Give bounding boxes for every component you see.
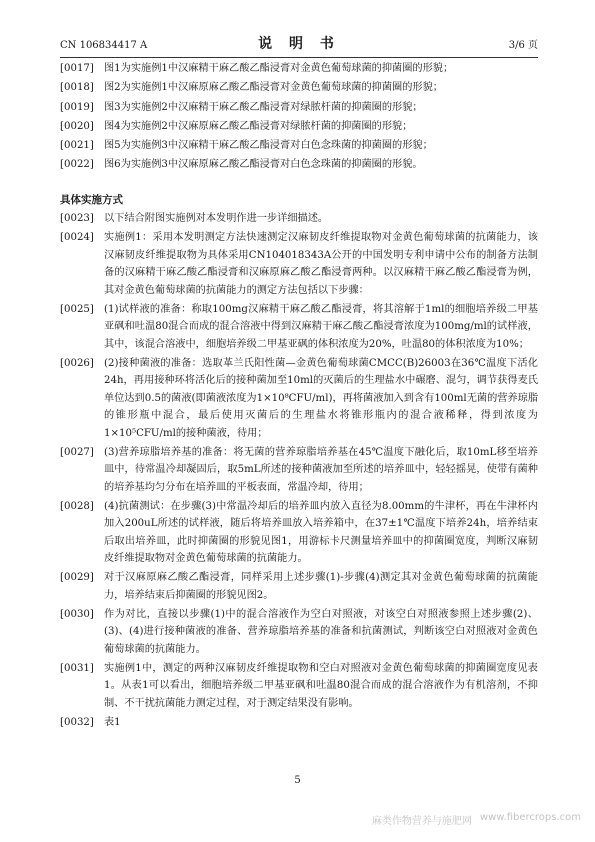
body-paragraph xyxy=(60,229,538,299)
paragraph-text: 图3为实施例2中汉麻精干麻乙酸乙酯浸膏对绿脓杆菌的抑菌圈的形貌； xyxy=(104,101,423,113)
paragraph-number: [0022] xyxy=(60,159,94,171)
paragraph-number: [0028] xyxy=(60,500,94,512)
body-paragraph xyxy=(60,660,538,713)
paragraph-text: 作为对比，直接以步骤(1)中的混合溶液作为空白对照液，对该空白对照液参照上述步骤(2)、(3)、(4)进行接种菌液的准备、营养琼脂培养基的准备和抗菌测试，判断该空白对照液对金黄色葡萄球菌的抗菌能力。 xyxy=(104,608,538,655)
paragraph-text: 图2为实施例1中汉麻原麻乙酸乙酯浸膏对金黄色葡萄球菌的抑菌圈的形貌； xyxy=(104,82,443,94)
paragraph-number: [0031] xyxy=(60,662,94,674)
document-title: 说 明 书 xyxy=(258,36,340,52)
paragraph-number: [0017] xyxy=(60,63,94,74)
body-paragraph xyxy=(60,569,538,604)
header-divider xyxy=(60,57,538,58)
section-heading: 具体实施方式 xyxy=(60,193,123,206)
paragraph-text: 表1 xyxy=(104,716,121,728)
paragraph-number: [0020] xyxy=(60,120,94,132)
document-body xyxy=(60,60,538,733)
paragraph-number: [0032] xyxy=(60,716,94,728)
paragraph-number: [0029] xyxy=(60,572,94,584)
body-paragraph xyxy=(60,444,538,497)
paragraph-text: 图5为实施例3中汉麻精干麻乙酸乙酯浸膏对白色念珠菌的抑菌圈的形貌； xyxy=(104,140,433,152)
page-number: 5 xyxy=(294,775,301,786)
paragraph-number: [0023] xyxy=(60,213,94,225)
figure-description xyxy=(60,118,538,136)
paragraph-number: [0025] xyxy=(60,303,94,315)
figure-description xyxy=(60,79,538,97)
body-paragraph xyxy=(60,606,538,659)
paragraph-text: 对于汉麻原麻乙酸乙酯浸膏，同样采用上述步骤(1)-步骤(4)测定其对金黄色葡萄球菌的抗菌能力，培养结束后抑菌圈的形貌见图2。 xyxy=(104,572,538,601)
watermark-site-name: 麻类作物营养与施肥网 xyxy=(371,816,472,827)
page-indicator: 3/6 页 xyxy=(508,40,538,51)
paragraph-number: [0018] xyxy=(60,82,94,94)
paragraph-text: 实施例1：采用本发明测定方法快速测定汉麻韧皮纤维提取物对金黄色葡萄球菌的抗菌能力，该汉麻韧皮纤维提取物为具体采用CN104018343A公开的中国发明专利申请中公布的制备方法制备的汉麻精干麻乙酸乙酯浸膏和汉麻原麻乙酸乙酯浸膏两种。以汉麻精干麻乙酸乙酯浸膏为例，其对金黄色葡萄球菌的抗菌能力的测定方法包括以下步骤： xyxy=(104,232,538,296)
figure-description xyxy=(60,137,538,155)
body-paragraph xyxy=(60,210,538,228)
paragraph-number: [0026] xyxy=(60,357,94,369)
paragraph-text: (2)接种菌液的准备：选取革兰氏阳性菌—金黄色葡萄球菌CMCC(B)26003在36℃温度下活化24h，再用接种环将活化后的接种菌加至10ml的灭菌后的生理盐水中碾磨、混匀，调节获得麦氏单位达到0.5的菌液(即菌液浓度为1×10⁸CFU/ml)，再将菌液加入到含有100ml无菌的营养琼脂的锥形瓶中混合，最后使用灭菌后的生理盐水将锥形瓶内的混合液稀释，得到浓度为1×10⁵CFU/ml的接种菌液，待用； xyxy=(104,357,539,439)
paragraph-text: 图1为实施例1中汉麻精干麻乙酸乙酯浸膏对金黄色葡萄球菌的抑菌圈的形貌； xyxy=(104,63,454,74)
table-caption xyxy=(60,714,538,732)
figure-description xyxy=(60,99,538,117)
paragraph-text: (4)抗菌测试：在步骤(3)中常温冷却后的培养皿内放入直径为8.00mm的牛津杯，再在牛津杯内加入200uL所述的试样液，随后将培养皿放入培养箱中，在37±1℃温度下培养24h，培养结束后取出培养皿，此时抑菌圈的形貌见图1，用游标卡尺测量培养皿中的抑菌圈宽度，判断汉麻韧皮纤维提取物对金黄色葡萄球菌的抗菌能力。 xyxy=(104,500,538,565)
paragraph-text: 图4为实施例2中汉麻原麻乙酸乙酯浸膏对绿脓杆菌的抑菌圈的形貌； xyxy=(104,120,413,132)
figure-description xyxy=(60,156,538,174)
paragraph-number: [0019] xyxy=(60,101,94,113)
paragraph-text: 实施例1中，测定的两种汉麻韧皮纤维提取物和空白对照液对金黄色葡萄球菌的抑菌圈宽度见表1。从表1可以看出，细胞培养级二甲基亚砜和吐温80混合而成的混合溶液作为有机溶剂，不抑制、不干扰抗菌能力测定过程，对于测定结果没有影响。 xyxy=(104,662,538,709)
paragraph-number: [0027] xyxy=(60,446,94,458)
body-paragraph xyxy=(60,498,538,568)
paragraph-number: [0024] xyxy=(60,232,94,244)
patent-number: CN 106834417 A xyxy=(60,40,148,51)
paragraph-text: (3)营养琼脂培养基的准备：将无菌的营养琼脂培养基在45℃温度下融化后，取10mL移至培养皿中，待常温冷却凝固后，取5mL所述的接种菌液加至所述的培养皿中，轻轻摇晃，使带有菌种的培养基均匀分布在培养皿的平板表面，常温冷却，待用； xyxy=(104,446,538,493)
paragraph-text: (1)试样液的准备：称取100mg汉麻精干麻乙酸乙酯浸膏，将其溶解于1ml的细胞培养级二甲基亚砜和吐温80混合而成的混合溶液中得到汉麻精干麻乙酸乙酯浸膏浓度为100mg/ml的试样液，其中，该混合溶液中，细胞培养级二甲基亚砜的体积浓度为20%，吐温80的体积浓度为10%； xyxy=(104,303,538,350)
body-paragraph xyxy=(60,301,538,354)
paragraph-number: [0021] xyxy=(60,140,94,152)
watermark-url: www.fibercrops.com xyxy=(479,812,581,823)
paragraph-number: [0030] xyxy=(60,608,94,620)
figure-description xyxy=(60,60,538,78)
watermark xyxy=(372,812,581,827)
body-paragraph xyxy=(60,355,538,443)
page-header xyxy=(60,38,538,54)
paragraph-text: 图6为实施例3中汉麻原麻乙酸乙酯浸膏对白色念珠菌的抑菌圈的形貌。 xyxy=(104,159,423,171)
paragraph-text: 以下结合附图实施例对本发明作进一步详细描述。 xyxy=(104,213,329,225)
